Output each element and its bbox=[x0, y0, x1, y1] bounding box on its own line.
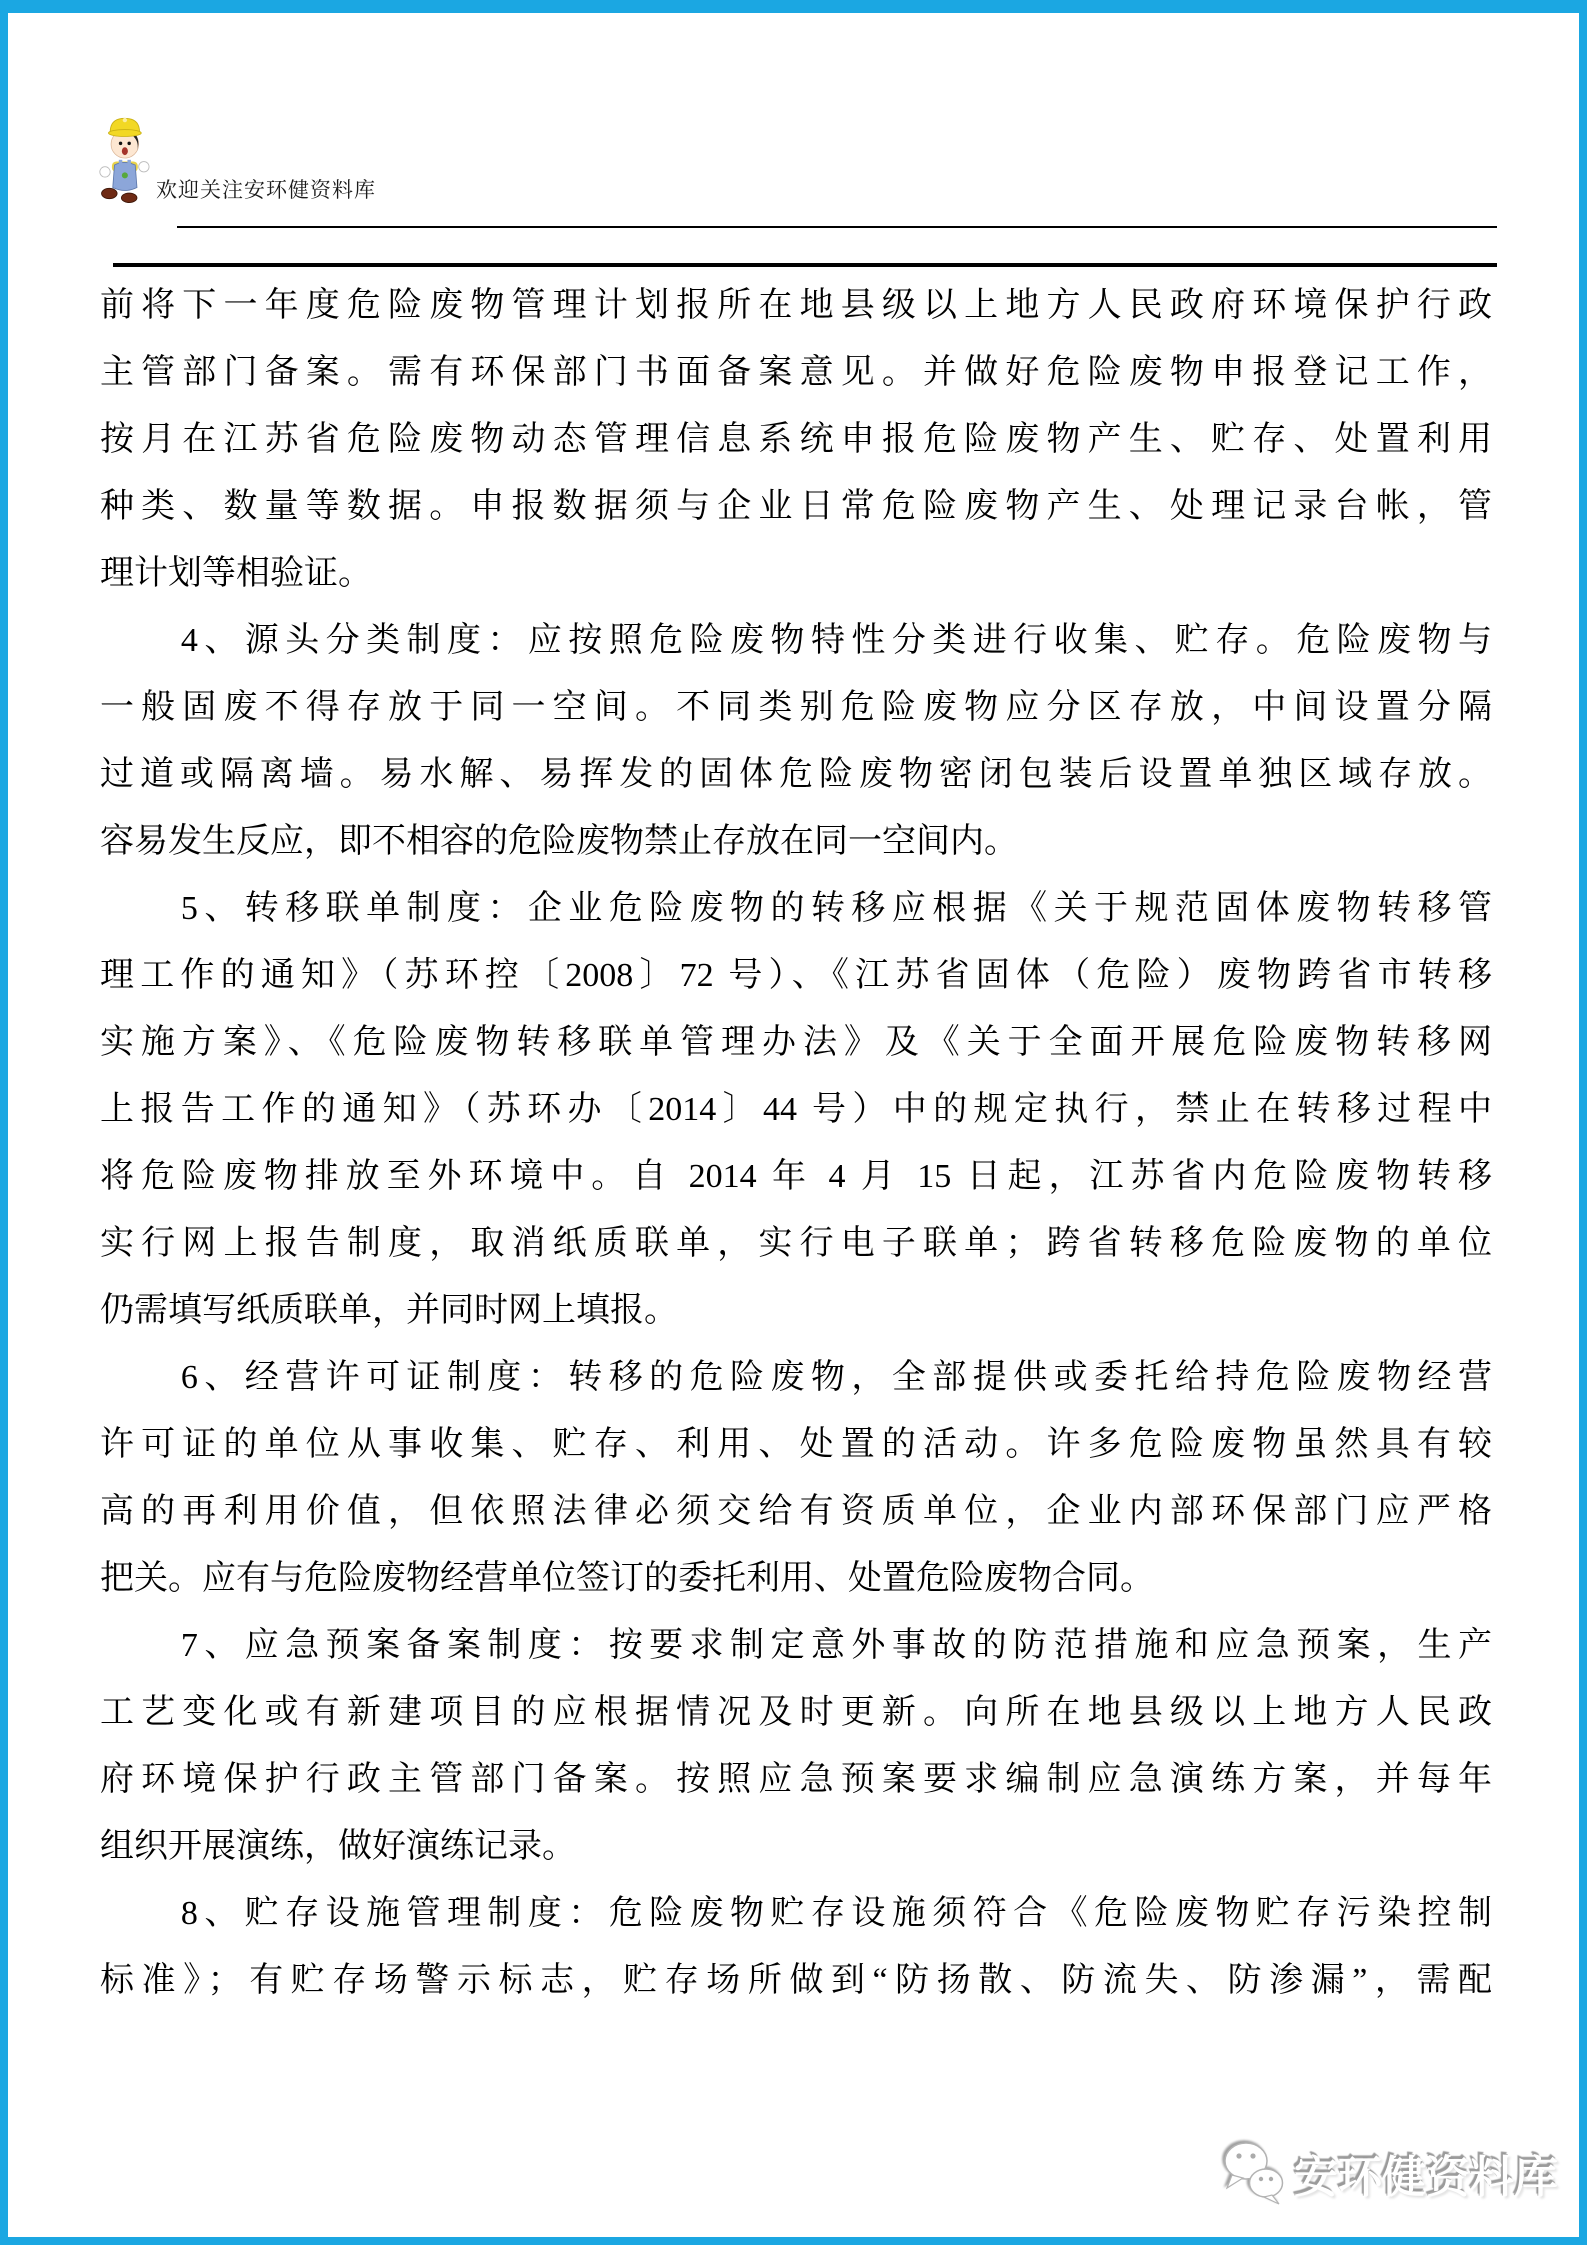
body-line: 理工作的通知》（苏环控〔2008〕72 号）、《江苏省固体（危险）废物跨省市转移 bbox=[100, 957, 1492, 994]
body-line: 过道或隔离墙。易水解、易挥发的固体危险废物密闭包装后设置单独区域存放。 bbox=[100, 756, 1492, 793]
body-line: 5、转移联单制度：企业危险废物的转移应根据《关于规范固体废物转移管 bbox=[100, 890, 1492, 927]
body-line: 容易发生反应，即不相容的危险废物禁止存放在同一空间内。 bbox=[100, 823, 1018, 860]
header-divider-thin bbox=[177, 226, 1497, 228]
body-line: 种类、数量等数据。申报数据须与企业日常危险废物产生、处理记录台帐，管 bbox=[100, 488, 1492, 525]
brand-caption: 欢迎关注安环健资料库 bbox=[156, 179, 376, 202]
body-line: 组织开展演练，做好演练记录。 bbox=[100, 1828, 576, 1865]
body-line: 6、经营许可证制度：转移的危险废物，全部提供或委托给持危险废物经营 bbox=[100, 1359, 1492, 1396]
body-line: 将危险废物排放至外环境中。自 2014 年 4 月 15 日起，江苏省内危险废物转移 bbox=[100, 1158, 1492, 1195]
watermark-text: 安环健资料库 bbox=[1294, 2153, 1558, 2202]
header-divider-thick bbox=[113, 263, 1497, 267]
body-line: 把关。应有与危险废物经营单位签订的委托利用、处置危险废物合同。 bbox=[100, 1560, 1154, 1597]
watermark bbox=[1222, 2140, 1558, 2206]
page-border-bottom bbox=[0, 2237, 1587, 2245]
body-line: 7、应急预案备案制度：按要求制定意外事故的防范措施和应急预案，生产 bbox=[100, 1627, 1492, 1664]
page-border-left bbox=[0, 0, 8, 2245]
page-border-right bbox=[1579, 0, 1587, 2245]
body-line: 按月在江苏省危险废物动态管理信息系统申报危险废物产生、贮存、处置利用 bbox=[100, 421, 1492, 458]
body-line: 一般固废不得存放于同一空间。不同类别危险废物应分区存放，中间设置分隔 bbox=[100, 689, 1492, 726]
wechat-bubbles-icon bbox=[1222, 2140, 1286, 2206]
body-line: 仍需填写纸质联单，并同时网上填报。 bbox=[100, 1292, 678, 1329]
document-body bbox=[100, 272, 1492, 2014]
body-line: 前将下一年度危险废物管理计划报所在地县级以上地方人民政府环境保护行政 bbox=[100, 287, 1492, 324]
body-line: 上报告工作的通知》（苏环办〔2014〕44 号）中的规定执行，禁止在转移过程中 bbox=[100, 1091, 1492, 1128]
body-line: 高的再利用价值，但依照法律必须交给有资质单位，企业内部环保部门应严格 bbox=[100, 1493, 1492, 1530]
body-line: 8、贮存设施管理制度：危险废物贮存设施须符合《危险废物贮存污染控制 bbox=[100, 1895, 1492, 1932]
body-line: 实行网上报告制度，取消纸质联单，实行电子联单；跨省转移危险废物的单位 bbox=[100, 1225, 1492, 1262]
mascot-worker-icon bbox=[98, 108, 150, 203]
page-border-top bbox=[0, 0, 1587, 13]
body-line: 实施方案》、《危险废物转移联单管理办法》及《关于全面开展危险废物转移网 bbox=[100, 1024, 1492, 1061]
body-line: 标准》；有贮存场警示标志，贮存场所做到“防扬散、防流失、防渗漏”，需配 bbox=[100, 1962, 1492, 1999]
body-line: 4、源头分类制度：应按照危险废物特性分类进行收集、贮存。危险废物与 bbox=[100, 622, 1492, 659]
body-line: 许可证的单位从事收集、贮存、利用、处置的活动。许多危险废物虽然具有较 bbox=[100, 1426, 1492, 1463]
body-line: 主管部门备案。需有环保部门书面备案意见。并做好危险废物申报登记工作， bbox=[100, 354, 1492, 391]
body-line: 工艺变化或有新建项目的应根据情况及时更新。向所在地县级以上地方人民政 bbox=[100, 1694, 1492, 1731]
body-line: 府环境保护行政主管部门备案。按照应急预案要求编制应急演练方案，并每年 bbox=[100, 1761, 1492, 1798]
body-line: 理计划等相验证。 bbox=[100, 555, 372, 592]
